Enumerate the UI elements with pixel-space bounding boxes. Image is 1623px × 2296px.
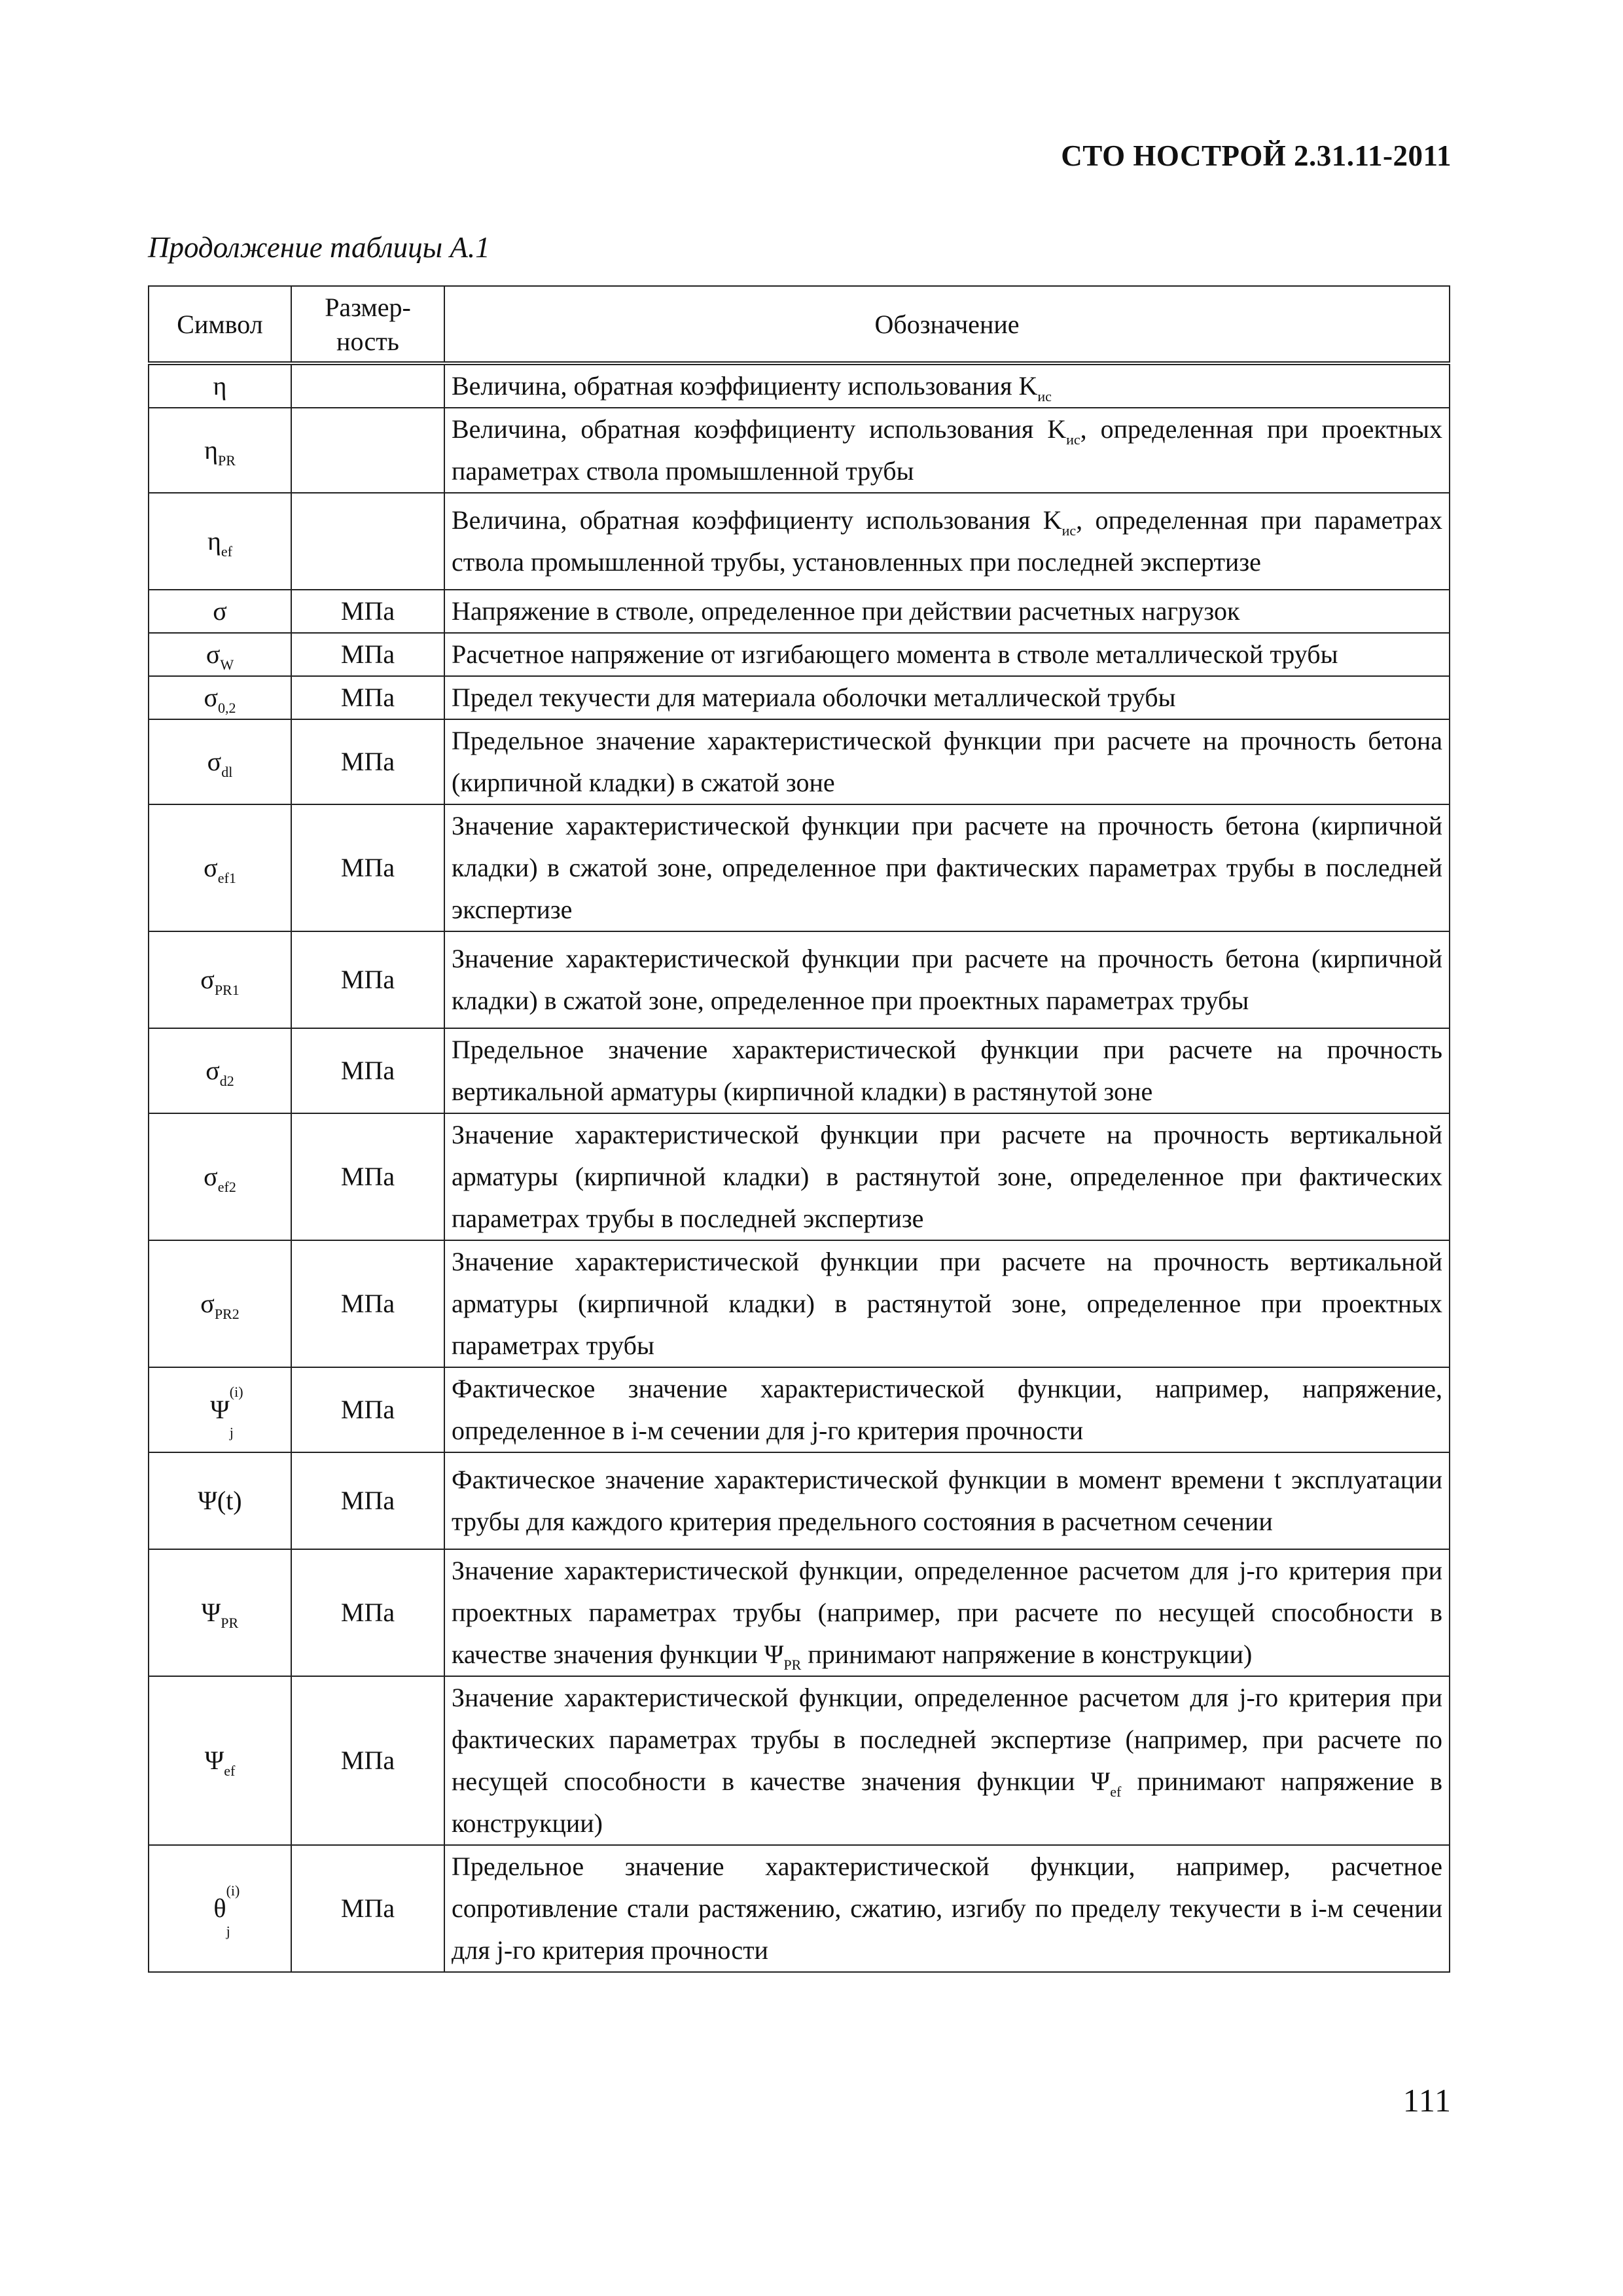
symbol-subscript: j: [229, 1424, 234, 1441]
designation-text: Величина, обратная коэффициенту использования K: [452, 414, 1067, 444]
designation-cell: [444, 633, 1450, 676]
designation-text: Величина, обратная коэффициенту использования K: [452, 505, 1062, 535]
symbol-cell: [149, 1367, 291, 1452]
symbol-cell: [149, 1549, 291, 1676]
dimension-cell: МПа: [291, 1028, 444, 1113]
symbol-superscript: (i): [226, 1882, 240, 1899]
designation-text: Величина, обратная коэффициенту использования K: [452, 371, 1038, 401]
designation-cell: [444, 493, 1450, 590]
symbol-base: θ: [213, 1893, 226, 1923]
designation-cell: [444, 1240, 1450, 1367]
designation-cell: [444, 1549, 1450, 1676]
symbol-base: Ψ: [210, 1395, 230, 1424]
designation-text: Расчетное напряжение от изгибающего момента в стволе металлической трубы: [452, 639, 1338, 669]
designation-subscript: ис: [1061, 522, 1077, 539]
document-code-header: СТО НОСТРОЙ 2.31.11-2011: [1061, 139, 1452, 172]
designation-cell: [444, 1113, 1450, 1240]
designation-text: Фактическое значение характеристической функции в момент времени t эксплуатации трубы для каждого критерия предельного состояния в расчетном сечении: [452, 1465, 1442, 1536]
dimension-cell: МПа: [291, 1367, 444, 1452]
symbol-with-indices: [213, 1882, 240, 1939]
symbol-subscript: ef2: [217, 1179, 236, 1195]
symbol-base: σ: [204, 853, 218, 882]
dimension-cell: МПа: [291, 676, 444, 719]
symbols-table: [148, 285, 1450, 1973]
dimension-cell: МПа: [291, 804, 444, 931]
symbol-cell: [149, 408, 291, 493]
dimension-cell: МПа: [291, 633, 444, 676]
designation-subscript: ис: [1037, 388, 1052, 404]
dimension-cell: МПа: [291, 931, 444, 1028]
dimension-cell: [291, 408, 444, 493]
symbol-cell: [149, 633, 291, 676]
symbol-subscript: ef: [224, 1763, 236, 1779]
designation-text-continued: , определенная при параметрах ствола промышленной трубы, установленных при последней экспертизе: [452, 505, 1443, 577]
column-header-dimension: [291, 286, 444, 363]
designation-cell: [444, 719, 1450, 804]
symbol-subscript: d2: [219, 1073, 234, 1089]
symbol-subscript: ef1: [217, 870, 236, 886]
symbol-cell: [149, 1452, 291, 1549]
table-row: [149, 931, 1450, 1028]
symbol-cell: [149, 1028, 291, 1113]
designation-text-continued: принимают напряжение в конструкции): [801, 1640, 1253, 1669]
column-header-designation: Обозначение: [444, 286, 1450, 363]
dimension-cell: [291, 493, 444, 590]
designation-cell: [444, 1845, 1450, 1972]
symbol-subscript: dl: [221, 764, 233, 780]
symbol-subscript: j: [226, 1923, 230, 1939]
dimension-cell: МПа: [291, 1452, 444, 1549]
dimension-cell: МПа: [291, 1113, 444, 1240]
dimension-cell: МПа: [291, 590, 444, 633]
symbol-base: σ: [200, 965, 215, 994]
dimension-cell: МПа: [291, 719, 444, 804]
symbol-base: σ: [213, 596, 227, 626]
dimension-cell: МПа: [291, 1676, 444, 1845]
designation-cell: [444, 590, 1450, 633]
table-row: [149, 1676, 1450, 1845]
designation-cell: [444, 804, 1450, 931]
symbol-subscript: PR1: [214, 982, 240, 998]
designation-text: Напряжение в стволе, определенное при действии расчетных нагрузок: [452, 596, 1240, 626]
symbol-cell: [149, 590, 291, 633]
designation-cell: [444, 1367, 1450, 1452]
symbol-base: η: [204, 435, 218, 465]
designation-cell: [444, 408, 1450, 493]
table-row: [149, 1452, 1450, 1549]
symbol-cell: [149, 1113, 291, 1240]
symbol-cell: [149, 1676, 291, 1845]
symbol-superscript: (i): [229, 1384, 243, 1400]
symbol-base: σ: [205, 1056, 220, 1085]
designation-text: Значение характеристической функции при расчете на прочность вертикальной арматуры (кирпичной кладки) в растянутой зоне, определенное при проектных параметрах трубы: [452, 1247, 1442, 1360]
designation-subscript: ис: [1066, 431, 1080, 448]
designation-text: Значение характеристической функции при расчете на прочность бетона (кирпичной кладки) в сжатой зоне, определенное при проектных параметрах трубы: [452, 944, 1442, 1015]
table-row: [149, 408, 1450, 493]
table-row: [149, 1113, 1450, 1240]
designation-text: Значение характеристической функции, определенное расчетом для j-го критерия при проектных параметрах трубы (например, при расчете по несущей способности в качестве значения функции Ψ: [452, 1556, 1442, 1669]
symbol-subscript: PR: [221, 1615, 239, 1631]
symbol-cell: [149, 363, 291, 408]
column-header-dimension-line2: ность: [336, 327, 399, 356]
designation-cell: [444, 1676, 1450, 1845]
designation-text: Предельное значение характеристической функции при расчете на прочность бетона (кирпичной кладки) в сжатой зоне: [452, 726, 1442, 797]
symbol-cell: [149, 804, 291, 931]
table-row: [149, 363, 1450, 408]
symbol-cell: [149, 1240, 291, 1367]
symbol-base: σ: [207, 747, 222, 776]
symbol-base: σ: [200, 1289, 215, 1318]
symbol-base: η: [213, 371, 227, 401]
designation-subscript: PR: [783, 1657, 802, 1673]
table-body: [149, 363, 1450, 1972]
designation-text-continued: , определенная при проектных параметрах ствола промышленной трубы: [452, 414, 1443, 486]
designation-subscript: ef: [1110, 1784, 1122, 1800]
symbol-base: σ: [204, 1162, 218, 1191]
designation-text: Предел текучести для материала оболочки металлической трубы: [452, 683, 1176, 712]
symbol-cell: [149, 1845, 291, 1972]
table-row: [149, 1845, 1450, 1972]
designation-text: Значение характеристической функции при расчете на прочность бетона (кирпичной кладки) в сжатой зоне, определенное при фактических параметрах трубы в последней экспертизе: [452, 811, 1442, 924]
table-row: [149, 676, 1450, 719]
symbol-cell: [149, 719, 291, 804]
dimension-cell: МПа: [291, 1845, 444, 1972]
table-row: [149, 719, 1450, 804]
table-row: [149, 1549, 1450, 1676]
table-caption: Продолжение таблицы А.1: [148, 231, 490, 264]
table-header: [149, 286, 1450, 363]
symbol-base: Ψ(t): [198, 1486, 242, 1515]
symbol-subscript: 0,2: [218, 700, 236, 716]
designation-text: Значение характеристической функции, определенное расчетом для j-го критерия при фактических параметрах трубы в последней экспертизе (например, при расчете по несущей способности в качестве значения функции Ψ: [452, 1683, 1442, 1796]
symbol-with-indices: [210, 1384, 243, 1441]
symbol-base: η: [207, 526, 221, 556]
symbol-subscript: PR2: [214, 1306, 240, 1322]
designation-text: Значение характеристической функции при расчете на прочность вертикальной арматуры (кирпичной кладки) в растянутой зоне, определенное при фактических параметрах трубы в последней экспертизе: [452, 1120, 1442, 1233]
designation-text: Предельное значение характеристической функции при расчете на прочность вертикальной арматуры (кирпичной кладки) в растянутой зоне: [452, 1035, 1442, 1106]
symbol-subscript: W: [220, 656, 234, 673]
designation-cell: [444, 676, 1450, 719]
symbol-subscript: PR: [218, 452, 236, 469]
table-row: [149, 1028, 1450, 1113]
symbol-cell: [149, 931, 291, 1028]
page-number: 111: [1402, 2082, 1452, 2119]
dimension-cell: МПа: [291, 1549, 444, 1676]
designation-text: Фактическое значение характеристической функции, например, напряжение, определенное в i-м сечении для j-го критерия прочности: [452, 1374, 1442, 1445]
symbol-base: Ψ: [204, 1746, 224, 1775]
table-row: [149, 633, 1450, 676]
dimension-cell: [291, 363, 444, 408]
table-header-row: [149, 286, 1450, 363]
column-header-symbol: Символ: [149, 286, 291, 363]
table-row: [149, 590, 1450, 633]
dimension-cell: МПа: [291, 1240, 444, 1367]
table-row: [149, 493, 1450, 590]
designation-text: Предельное значение характеристической функции, например, расчетное сопротивление стали растяжению, сжатию, изгибу по пределу текучести в i-м сечении для j-го критерия прочности: [452, 1852, 1442, 1965]
designation-cell: [444, 1452, 1450, 1549]
symbol-cell: [149, 493, 291, 590]
symbol-subscript: ef: [221, 543, 232, 560]
table-row: [149, 1367, 1450, 1452]
symbol-base: σ: [205, 639, 221, 669]
designation-cell: [444, 931, 1450, 1028]
table-row: [149, 1240, 1450, 1367]
column-header-dimension-line1: Размер-: [325, 293, 411, 322]
table-row: [149, 804, 1450, 931]
symbol-cell: [149, 676, 291, 719]
symbol-base: σ: [204, 683, 219, 712]
symbol-base: Ψ: [201, 1598, 221, 1627]
designation-cell: [444, 1028, 1450, 1113]
designation-text-continued: принимают напряжение в конструкции): [452, 1767, 1442, 1838]
designation-cell: [444, 363, 1450, 408]
